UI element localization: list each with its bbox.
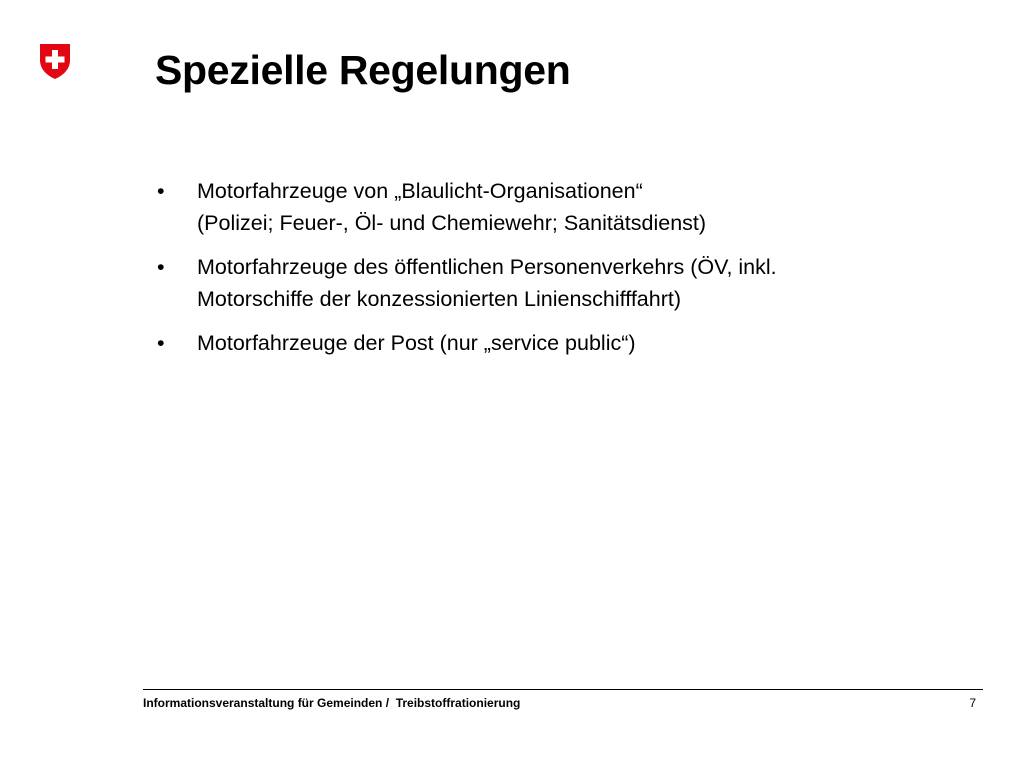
bullet-text-line: Motorschiffe der konzessionierten Linienschifffahrt) [197,287,682,311]
bullet-text-line: (Polizei; Feuer-, Öl- und Chemiewehr; Sanitätsdienst) [197,211,707,235]
bullet-text-line: Motorfahrzeuge von „Blaulicht-Organisationen“ [197,179,643,203]
footer-divider [143,689,983,690]
bullet-marker: • [157,255,165,279]
list-item [155,175,955,239]
bullet-list [155,175,955,371]
bullet-text-line: Motorfahrzeuge der Post (nur „service public“) [197,331,636,355]
bullet-marker: • [157,179,165,203]
page-number: 7 [969,696,976,710]
swiss-cross-shield-icon [38,42,72,80]
slide-title: Spezielle Regelungen [155,47,571,93]
list-item [155,327,955,359]
list-item [155,251,955,315]
bullet-marker: • [157,331,165,355]
bullet-text-line: Motorfahrzeuge des öffentlichen Personenverkehrs (ÖV, inkl. [197,255,777,279]
footer-text: Informationsveranstaltung für Gemeinden / Treibstoffrationierung [143,696,521,710]
